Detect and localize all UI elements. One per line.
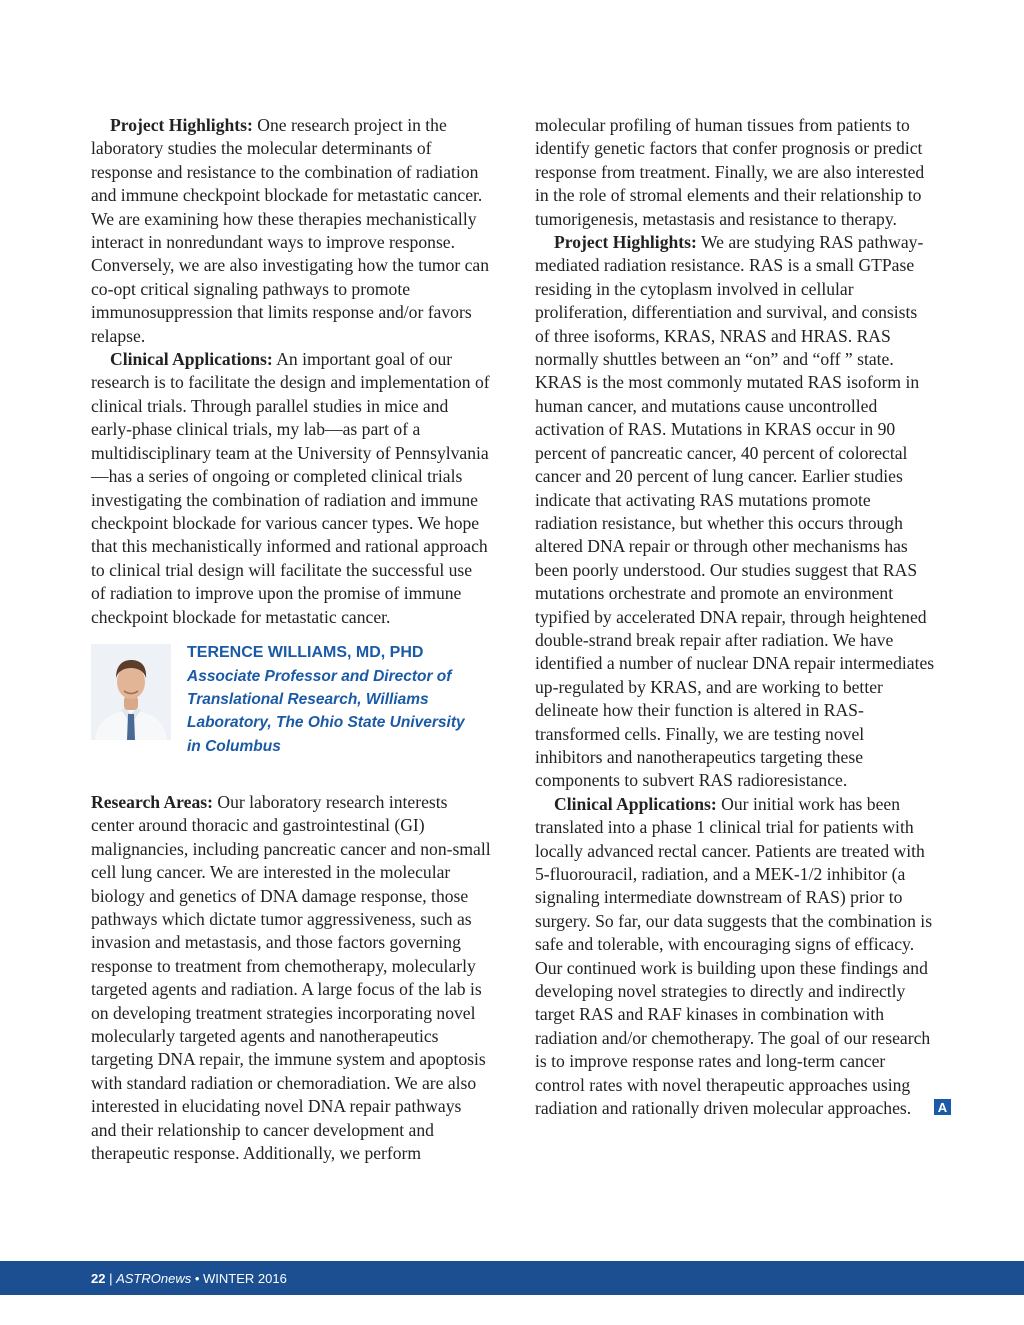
author-bio: [91, 641, 491, 789]
issue-label: WINTER 2016: [203, 1271, 287, 1286]
author-photo: [91, 644, 171, 740]
paragraph-text: We are studying RAS pathway-mediated radiation resistance. RAS is a small GTPase residing in the cytoplasm involved in cellular proliferation, differentiation and survival, and consists of three isoforms, KRAS, NRAS and HRAS. RAS normally shuttles between an “on” and “off ” state. KRAS is the most commonly mutated RAS isoform in human cancer, and mutations cause uncontrolled activation of RAS. Mutations in KRAS occur in 90 percent of pancreatic cancer, 40 percent of colorectal cancer and 20 percent of lung cancer. Earlier studies indicate that activating RAS mutations promote radiation resistance, but whether this occurs through altered DNA repair or through other mechanisms has been poorly understood. Our studies suggest that RAS mutations orchestrate and promote an environment typified by accelerated DNA repair, through heightened double-strand break repair after radiation. We have identified a number of nuclear DNA repair intermediates up-regulated by KRAS, and are working to better delineate how their function is altered in RAS-transformed cells. Finally, we are testing novel inhibitors and nanotherapeutics targeting these components to subvert RAS radioresistance.: [535, 232, 935, 791]
logo-letter: A: [937, 1100, 948, 1116]
paragraph-lead: Project Highlights:: [554, 232, 697, 253]
author-title-line: Associate Professor and Director of: [187, 667, 452, 685]
author-title-line: in Columbus: [187, 737, 281, 755]
research-areas-paragraph: [91, 791, 491, 1166]
author-bio-text: [187, 641, 497, 758]
author-name: TERENCE WILLIAMS, MD, PHD: [187, 643, 424, 661]
left-column: [91, 114, 491, 1165]
paragraph-lead: Clinical Applications:: [110, 349, 273, 370]
publication-name: ASTROnews: [116, 1271, 192, 1286]
paragraph-text: Our laboratory research interests center around thoracic and gastrointestinal (GI) malignancies, including pancreatic cancer and non-small cell lung cancer. We are interested in the molecular biology and genetics of DNA damage response, those pathways which dictate tumor aggressiveness, such as invasion and metastasis, and those factors governing response to treatment from chemotherapy, molecularly targeted agents and radiation. A large focus of the lab is on developing treatment strategies incorporating novel molecularly targeted agents and nanotherapeutics targeting DNA repair, the immune system and apoptosis with standard radiation or chemoradiation. We are also interested in elucidating novel DNA repair pathways and their relationship to cancer development and therapeutic response. Additionally, we perform: [91, 791, 491, 1164]
footer-bullet: •: [191, 1271, 203, 1286]
continuation-paragraph: molecular profiling of human tissues from patients to identify genetic factors that confer prognosis or predict response from treatment. Finally, we are also interested in the role of stromal elements and their relationship to tumorigenesis, metastasis and resistance to therapy.: [535, 115, 925, 229]
author-title-line: Laboratory, The Ohio State University: [187, 714, 465, 732]
project-highlights-paragraph: [535, 231, 935, 793]
project-highlights-paragraph: [91, 114, 491, 348]
paragraph-lead: Project Highlights:: [110, 115, 253, 135]
clinical-applications-paragraph: [535, 793, 948, 1121]
paragraph-text: Our initial work has been translated into a phase 1 clinical trial for patients with locally advanced rectal cancer. Patients are treated with 5-fluorouracil, radiation, and a MEK-1/2 inhibitor (a signaling intermediate downstream of RAS) prior to surgery. So far, our data suggests that the combination is safe and tolerable, with encouraging signs of efficacy. Our continued work is building upon these findings and developing novel strategies to directly and indirectly target RAS and RAF kinases in combination with radiation and/or chemotherapy. The goal of our research is to improve response rates and long-term cancer control rates with novel therapeutic approaches using radiation and rationally driven molecular approaches.: [535, 793, 933, 1119]
footer-text: [91, 1271, 287, 1286]
paragraph-lead: Clinical Applications:: [554, 793, 717, 814]
clinical-applications-paragraph: [91, 348, 491, 629]
footer-separator: |: [105, 1271, 117, 1286]
paragraph-lead: Research Areas:: [91, 791, 213, 812]
author-title-line: Translational Research, Williams: [187, 691, 429, 709]
page-footer: [0, 1261, 1024, 1295]
right-column: [535, 114, 948, 1120]
paragraph-text: An important goal of our research is to facilitate the design and implementation of clinical trials. Through parallel studies in mice and early-phase clinical trials, my lab—as part of a multidisciplinary team at the University of Pennsylvania—has a series of ongoing or completed clinical trials investigating the combination of radiation and immune checkpoint blockade for various cancer types. We hope that this mechanistically informed and rational approach to clinical trial design will facilitate the successful use of radiation to improve upon the promise of immune checkpoint blockade for metastatic cancer.: [91, 349, 490, 627]
paragraph-text: One research project in the laboratory studies the molecular determinants of response and resistance to the combination of radiation and immune checkpoint blockade for metastatic cancer. We are examining how these therapies mechanistically interact in nonredundant ways to improve response. Conversely, we are also investigating how the tumor can co-opt critical signaling pathways to promote immunosuppression that limits response and/or favors relapse.: [91, 115, 490, 346]
astro-logo-icon: [915, 1098, 948, 1116]
page-number: 22: [91, 1271, 106, 1286]
